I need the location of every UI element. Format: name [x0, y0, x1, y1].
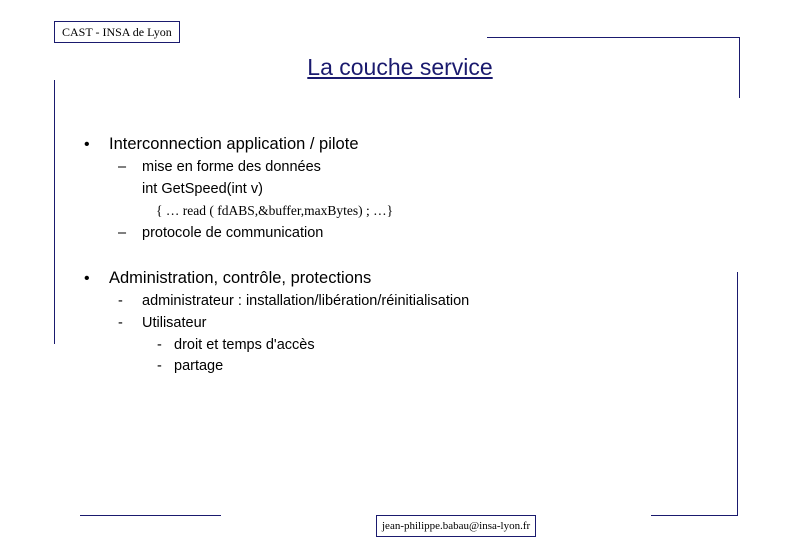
dash-marker: - [157, 337, 162, 353]
dash-marker: – [118, 159, 127, 175]
list-item: droit et temps d'accès [174, 337, 315, 353]
bullet-marker: • [84, 270, 90, 287]
list-item: administrateur : installation/libération/réinitialisation [142, 293, 470, 309]
code-snippet: { … read ( fdABS,&buffer,maxBytes) ; …} [156, 203, 394, 218]
footer-email: jean-philippe.babau@insa-lyon.fr [376, 515, 536, 537]
section-heading: Interconnection application / pilote [109, 135, 359, 153]
frame-line-left [54, 80, 55, 344]
dash-marker: - [118, 293, 123, 309]
list-item: Utilisateur [142, 315, 207, 331]
list-item: partage [174, 358, 224, 374]
list-item: protocole de communication [142, 225, 324, 241]
list-item: mise en forme des données [142, 159, 321, 175]
bullet-marker: • [84, 136, 90, 153]
frame-line-bottom-left [80, 515, 221, 516]
dash-marker: - [118, 315, 123, 331]
dash-marker: - [157, 358, 162, 374]
frame-line-bottom-right [651, 515, 738, 516]
section-heading: Administration, contrôle, protections [109, 269, 372, 287]
frame-line-right-lower [737, 272, 738, 515]
dash-marker: – [118, 225, 127, 241]
slide-title: La couche service [307, 54, 493, 80]
org-label: CAST - INSA de Lyon [54, 21, 180, 43]
frame-line-top-right [487, 37, 740, 38]
list-item: int GetSpeed(int v) [142, 181, 263, 197]
